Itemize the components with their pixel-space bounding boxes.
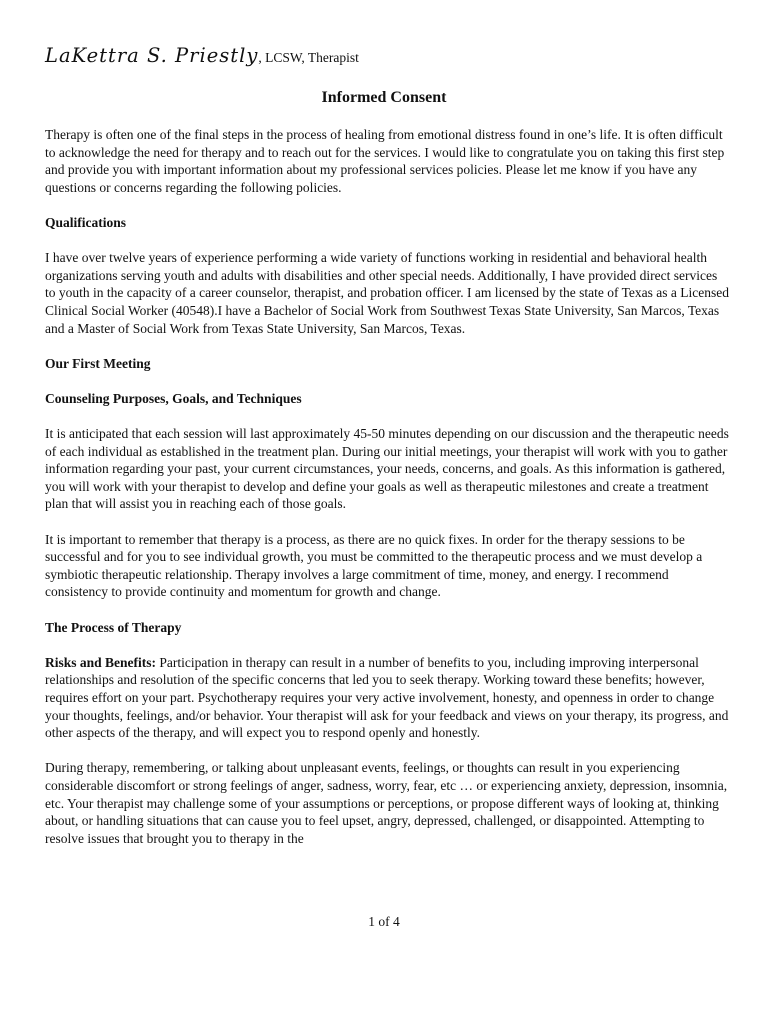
- counseling-heading: Counseling Purposes, Goals, and Techniques: [45, 390, 302, 406]
- risks-benefits-paragraph: [45, 654, 730, 742]
- process-heading: The Process of Therapy: [45, 619, 182, 635]
- process-paragraph-2: During therapy, remembering, or talking about unpleasant events, feelings, or thoughts can result in you experiencing considerable discomfort or strong feelings of anger, sadness, worry, fear, etc … or experiencing anxiety, depression, insomnia, etc. Your therapist may challenge some of your assumptions or perceptions, or propose different ways of looking at, thinking about, or handling situations that can cause you to feel upset, angry, depressed, challenged, or disappointed. Attempting to resolve issues that brought you to therapy in the: [45, 760, 728, 846]
- counseling-paragraph-2: It is important to remember that therapy is a process, as there are no quick fixes. In order for the therapy sessions to be successful and for you to see individual growth, you must be committed to the therapeutic process and we must develop a symbiotic therapeutic relationship. Therapy involves a large commitment of time, money, and energy. I recommend consistency to provide continuity and momentum for growth and change.: [45, 531, 703, 600]
- first-meeting-heading: Our First Meeting: [45, 355, 151, 371]
- therapist-credentials: , LCSW, Therapist: [258, 50, 359, 65]
- intro-paragraph: Therapy is often one of the final steps in the process of healing from emotional distress found in one’s life. It is often difficult to acknowledge the need for therapy and to reach out for the services. I would like to congratulate you on taking this first step and provide you with important information about my professional services policies. Please let me know if you have any questions or concerns regarding the following policies.: [45, 127, 725, 195]
- document-title: Informed Consent: [321, 89, 447, 106]
- risks-benefits-text: Participation in therapy can result in a number of benefits to you, including improving interpersonal relationships and resolution of the specific concerns that led you to seek therapy. Working toward these benefits; however, requires effort on your part. Psychotherapy requires your very active involvement, honesty, and openness in order to change your thoughts, feelings, and/or behavior. Your therapist will ask for your feedback and views on your therapy, its progress, and other aspects of the therapy, and will expect you to respond openly and honestly.: [45, 654, 729, 741]
- therapist-name: LaKettra S. Priestly: [45, 44, 259, 67]
- risks-benefits-label: Risks and Benefits:: [45, 654, 157, 670]
- qualifications-heading: Qualifications: [45, 214, 127, 230]
- qualifications-paragraph: I have over twelve years of experience performing a wide variety of functions working in residential and behavioral health organizations serving youth and adults with disabilities and other special needs. Additionally, I have provided direct services to youth in the capacity of a career counselor, therapist, and probation officer. I am licensed by the state of Texas as a Licensed Clinical Social Worker (40548).I have a Bachelor of Social Work from Southwest Texas State University, San Marcos, Texas and a Master of Social Work from Texas State University, San Marcos, Texas.: [45, 250, 730, 336]
- counseling-paragraph-1: It is anticipated that each session will last approximately 45-50 minutes depending on our discussion and the therapeutic needs of each individual as established in the treatment plan. During our initial meetings, your therapist will work with you to gather information regarding your past, your current circumstances, your needs, concerns, and goals. As this information is gathered, you will work with your therapist to develop and define your goals as well as therapeutic milestones and create a treatment plan that will assist you in reaching each of those goals.: [45, 426, 729, 512]
- document-body: [45, 126, 730, 847]
- letterhead: [45, 44, 359, 67]
- page-number: 1 of 4: [368, 914, 400, 929]
